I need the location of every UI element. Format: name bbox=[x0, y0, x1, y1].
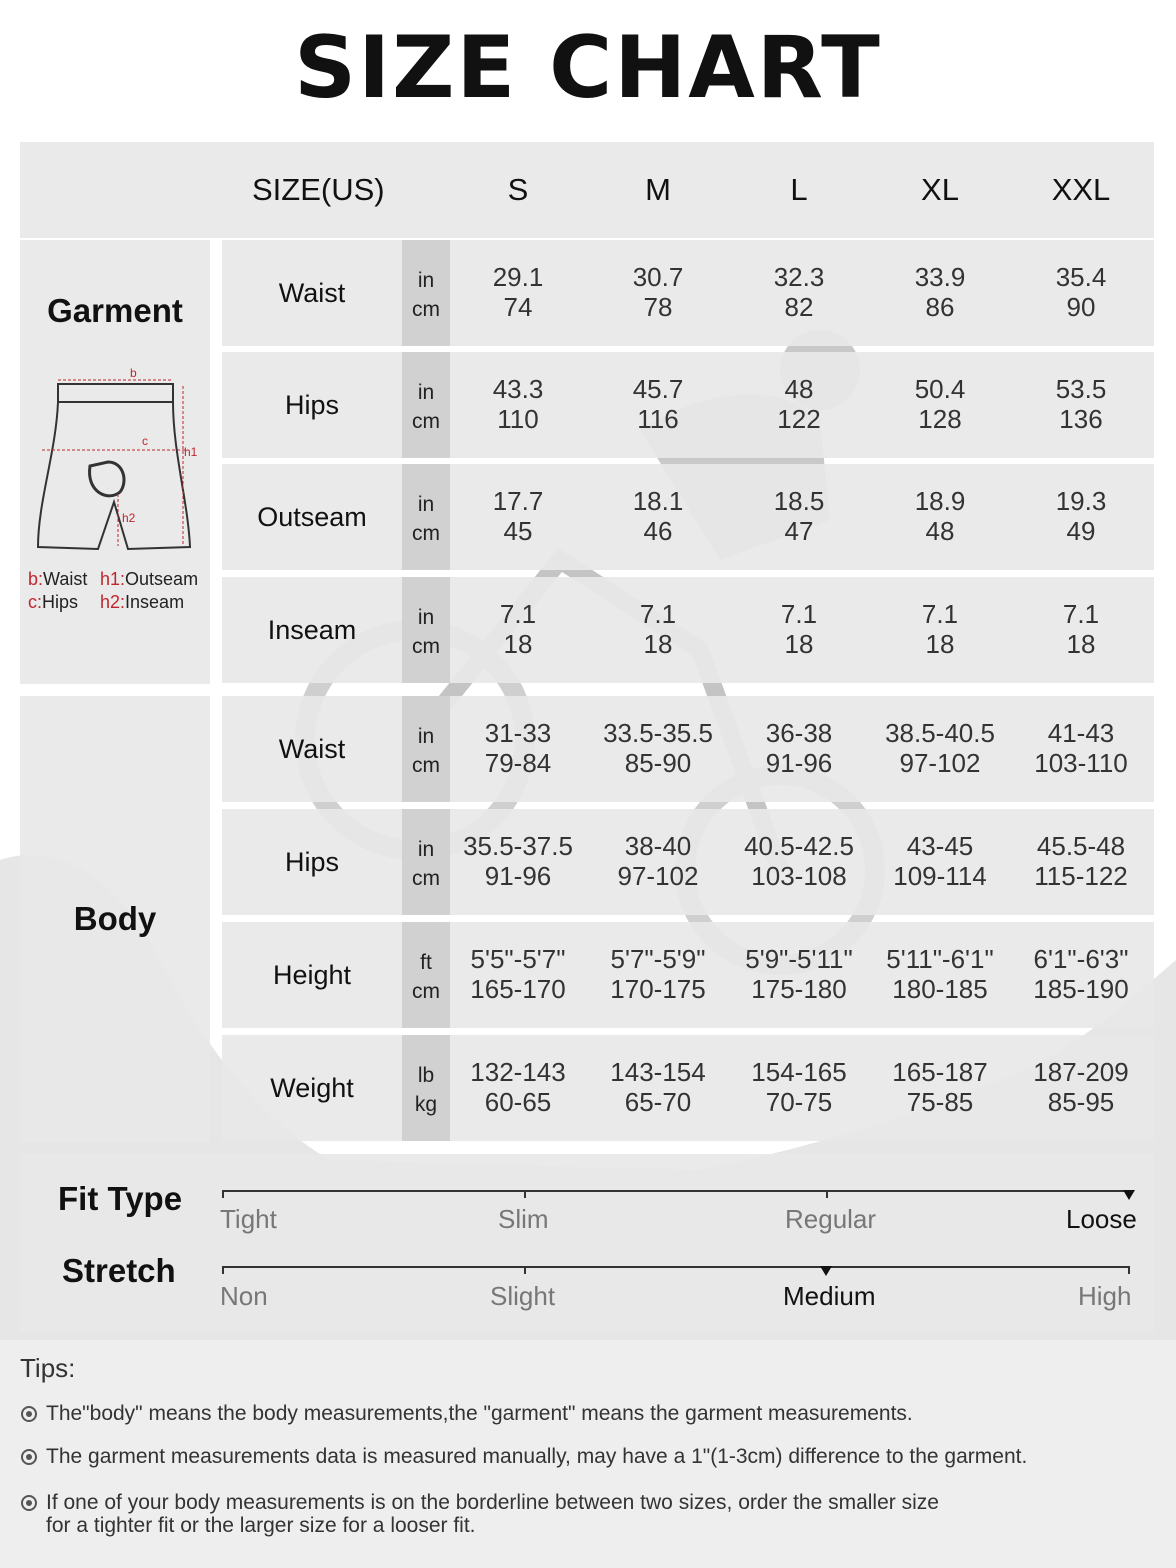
measurement-cell bbox=[870, 944, 1010, 1004]
measurement-value-primary: 7.1 bbox=[780, 599, 818, 629]
measurement-value-primary: 143-154 bbox=[610, 1057, 706, 1087]
fit-option-loose: Loose bbox=[1066, 1204, 1137, 1234]
body-row-label-weight: Weight bbox=[270, 1073, 354, 1103]
unit-primary: in bbox=[417, 838, 435, 861]
measurement-value-secondary: 91-96 bbox=[765, 748, 833, 778]
stretch-scale bbox=[222, 1266, 1130, 1268]
measurement-value-primary: 5'11"-6'1" bbox=[886, 944, 994, 974]
measurement-value-secondary: 115-122 bbox=[1034, 861, 1128, 891]
garment-row-label-inseam: Inseam bbox=[267, 615, 357, 645]
tip-item-2: The garment measurements data is measured manually, may have a 1"(1-3cm) difference to the garment. bbox=[46, 1445, 1028, 1468]
shorts-diagram-icon bbox=[28, 362, 208, 562]
measurement-cell bbox=[729, 262, 869, 322]
measurement-value-primary: 18.1 bbox=[632, 486, 684, 516]
fit-tick-tight bbox=[222, 1190, 224, 1198]
measurement-value-secondary: 103-108 bbox=[751, 861, 847, 891]
measurement-value-primary: 35.5-37.5 bbox=[463, 831, 573, 861]
measurement-value-secondary: 116 bbox=[637, 404, 679, 434]
measurement-cell bbox=[870, 599, 1010, 659]
unit-labels bbox=[402, 603, 450, 661]
measurement-value-secondary: 175-180 bbox=[751, 974, 847, 1004]
measurement-value-secondary: 45 bbox=[503, 516, 533, 546]
unit-secondary: kg bbox=[414, 1093, 438, 1116]
measurement-cell bbox=[870, 374, 1010, 434]
measurement-value-primary: 19.3 bbox=[1055, 486, 1107, 516]
measurement-cell bbox=[1011, 944, 1151, 1004]
measurement-value-primary: 38.5-40.5 bbox=[885, 718, 995, 748]
tip-item-3: If one of your body measurements is on the borderline between two sizes, order the smaller size bbox=[46, 1491, 939, 1514]
measurement-value-secondary: 110 bbox=[497, 404, 539, 434]
unit-primary: in bbox=[417, 269, 435, 292]
unit-secondary: cm bbox=[412, 754, 440, 777]
measurement-cell bbox=[448, 486, 588, 546]
measurement-cell bbox=[1011, 374, 1151, 434]
unit-primary: lb bbox=[417, 1064, 435, 1087]
measurement-cell bbox=[588, 486, 728, 546]
measurement-cell bbox=[729, 486, 869, 546]
unit-labels bbox=[402, 266, 450, 324]
measurement-cell bbox=[870, 718, 1010, 778]
measurement-value-primary: 7.1 bbox=[639, 599, 677, 629]
measurement-value-primary: 33.5-35.5 bbox=[603, 718, 713, 748]
measurement-value-primary: 30.7 bbox=[632, 262, 684, 292]
measurement-cell bbox=[1011, 718, 1151, 778]
measurement-value-secondary: 47 bbox=[784, 516, 814, 546]
measurement-value-primary: 36-38 bbox=[765, 718, 833, 748]
unit-labels bbox=[402, 490, 450, 548]
legend-h2-inseam: h2:Inseam bbox=[100, 592, 185, 612]
measurement-cell bbox=[729, 944, 869, 1004]
fit-option-slim: Slim bbox=[498, 1204, 549, 1234]
stretch-option-medium: Medium bbox=[783, 1281, 876, 1311]
measurement-value-primary: 154-165 bbox=[751, 1057, 847, 1087]
measurement-value-primary: 31-33 bbox=[484, 718, 552, 748]
measurement-cell bbox=[448, 1057, 588, 1117]
tip-bullet-icon bbox=[21, 1406, 37, 1422]
measurement-value-secondary: 97-102 bbox=[617, 861, 699, 891]
body-row-label-hips: Hips bbox=[284, 847, 339, 877]
measurement-value-primary: 132-143 bbox=[470, 1057, 566, 1087]
size-header-xxl: XXL bbox=[1051, 172, 1111, 207]
measurement-value-secondary: 85-95 bbox=[1047, 1087, 1115, 1117]
measurement-value-secondary: 18 bbox=[503, 629, 533, 659]
size-header-xl: XL bbox=[921, 172, 959, 207]
fit-option-regular: Regular bbox=[785, 1204, 877, 1234]
fit-type-selected-marker bbox=[1123, 1190, 1135, 1200]
measurement-cell bbox=[448, 944, 588, 1004]
legend-b-waist: b:Waist bbox=[28, 569, 88, 589]
body-row-label-waist: Waist bbox=[278, 734, 346, 764]
measurement-value-secondary: 79-84 bbox=[484, 748, 552, 778]
size-us-header: SIZE(US) bbox=[252, 172, 385, 207]
measurement-cell bbox=[588, 718, 728, 778]
stretch-option-non: Non bbox=[220, 1281, 268, 1311]
measurement-cell bbox=[588, 262, 728, 322]
measurement-cell bbox=[870, 1057, 1010, 1117]
measurement-cell bbox=[588, 831, 728, 891]
size-header-l: L bbox=[790, 172, 808, 207]
tip-item-1: The"body" means the body measurements,the "garment" means the garment measurements. bbox=[46, 1402, 913, 1425]
unit-labels bbox=[402, 1061, 450, 1119]
measurement-value-primary: 17.7 bbox=[492, 486, 544, 516]
stretch-selected-marker bbox=[820, 1266, 832, 1276]
measurement-cell bbox=[588, 1057, 728, 1117]
measurement-value-primary: 43-45 bbox=[906, 831, 974, 861]
diagram-mark-h1: h1 bbox=[184, 445, 198, 459]
garment-section-label: Garment bbox=[47, 292, 183, 329]
measurement-cell bbox=[1011, 831, 1151, 891]
measurement-value-primary: 29.1 bbox=[492, 262, 544, 292]
unit-primary: in bbox=[417, 381, 435, 404]
measurement-cell bbox=[870, 486, 1010, 546]
measurement-value-secondary: 18 bbox=[925, 629, 955, 659]
measurement-cell bbox=[729, 374, 869, 434]
measurement-value-primary: 18.5 bbox=[773, 486, 825, 516]
measurement-cell bbox=[448, 599, 588, 659]
garment-row-label-hips: Hips bbox=[284, 390, 339, 420]
size-header-m: M bbox=[645, 172, 671, 207]
measurement-value-primary: 48 bbox=[784, 374, 814, 404]
measurement-value-secondary: 185-190 bbox=[1033, 974, 1129, 1004]
measurement-cell bbox=[448, 374, 588, 434]
fit-type-label: Fit Type bbox=[58, 1180, 183, 1217]
measurement-value-primary: 7.1 bbox=[1062, 599, 1100, 629]
measurement-cell bbox=[870, 831, 1010, 891]
tip-bullet-icon bbox=[21, 1495, 37, 1511]
measurement-value-secondary: 180-185 bbox=[892, 974, 988, 1004]
measurement-cell bbox=[729, 1057, 869, 1117]
body-section-label: Body bbox=[73, 900, 157, 937]
measurement-value-primary: 45.5-48 bbox=[1036, 831, 1126, 861]
measurement-value-primary: 45.7 bbox=[632, 374, 684, 404]
measurement-value-primary: 7.1 bbox=[499, 599, 537, 629]
tip-item-3-continued: for a tighter fit or the larger size for a looser fit. bbox=[46, 1514, 476, 1537]
diagram-mark-h2: h2 bbox=[122, 511, 136, 525]
measurement-cell bbox=[588, 599, 728, 659]
measurement-cell bbox=[729, 831, 869, 891]
measurement-value-secondary: 90 bbox=[1066, 292, 1096, 322]
legend-h1-outseam: h1:Outseam bbox=[100, 569, 199, 589]
measurement-value-secondary: 122 bbox=[777, 404, 821, 434]
garment-row-label-outseam: Outseam bbox=[257, 502, 367, 532]
size-header-s: S bbox=[507, 172, 529, 207]
measurement-value-secondary: 18 bbox=[1066, 629, 1096, 659]
stretch-option-slight: Slight bbox=[490, 1281, 556, 1311]
measurement-value-secondary: 128 bbox=[918, 404, 962, 434]
stretch-tick-slight bbox=[524, 1266, 526, 1274]
measurement-value-secondary: 136 bbox=[1059, 404, 1103, 434]
measurement-value-secondary: 86 bbox=[925, 292, 955, 322]
measurement-value-secondary: 18 bbox=[643, 629, 673, 659]
fit-tick-slim bbox=[524, 1190, 526, 1198]
diagram-mark-b: b bbox=[130, 366, 137, 380]
measurement-value-secondary: 170-175 bbox=[610, 974, 706, 1004]
measurement-value-secondary: 49 bbox=[1066, 516, 1096, 546]
measurement-value-secondary: 70-75 bbox=[765, 1087, 833, 1117]
unit-primary: in bbox=[417, 725, 435, 748]
measurement-cell bbox=[448, 262, 588, 322]
body-row-label-height: Height bbox=[272, 960, 352, 990]
tip-bullet-icon bbox=[21, 1449, 37, 1465]
measurement-value-primary: 5'5"-5'7" bbox=[470, 944, 566, 974]
unit-labels bbox=[402, 378, 450, 436]
measurement-cell bbox=[448, 718, 588, 778]
fit-stretch-panel bbox=[20, 1154, 1154, 1332]
unit-labels bbox=[402, 722, 450, 780]
unit-primary: in bbox=[417, 606, 435, 629]
measurement-value-secondary: 78 bbox=[643, 292, 673, 322]
measurement-value-secondary: 82 bbox=[784, 292, 814, 322]
measurement-value-primary: 18.9 bbox=[914, 486, 966, 516]
measurement-cell bbox=[588, 944, 728, 1004]
measurement-cell bbox=[588, 374, 728, 434]
measurement-value-secondary: 109-114 bbox=[893, 861, 987, 891]
measurement-value-primary: 38-40 bbox=[624, 831, 692, 861]
unit-secondary: cm bbox=[412, 867, 440, 890]
fit-tick-regular bbox=[826, 1190, 828, 1198]
measurement-value-primary: 53.5 bbox=[1055, 374, 1107, 404]
unit-secondary: cm bbox=[412, 635, 440, 658]
measurement-cell bbox=[448, 831, 588, 891]
measurement-value-primary: 187-209 bbox=[1033, 1057, 1129, 1087]
measurement-value-primary: 43.3 bbox=[492, 374, 544, 404]
measurement-value-primary: 32.3 bbox=[773, 262, 825, 292]
measurement-value-primary: 41-43 bbox=[1047, 718, 1115, 748]
measurement-value-secondary: 85-90 bbox=[624, 748, 692, 778]
measurement-cell bbox=[1011, 262, 1151, 322]
fit-type-scale bbox=[222, 1190, 1130, 1192]
measurement-value-secondary: 18 bbox=[784, 629, 814, 659]
measurement-value-secondary: 165-170 bbox=[470, 974, 566, 1004]
measurement-cell bbox=[1011, 599, 1151, 659]
measurement-value-secondary: 48 bbox=[925, 516, 955, 546]
page-title: SIZE CHART bbox=[294, 18, 882, 118]
tips-title: Tips: bbox=[20, 1353, 76, 1383]
measurement-value-primary: 6'1"-6'3" bbox=[1033, 944, 1129, 974]
unit-primary: ft bbox=[420, 951, 432, 974]
measurement-cell bbox=[870, 262, 1010, 322]
unit-secondary: cm bbox=[412, 298, 440, 321]
measurement-value-primary: 50.4 bbox=[914, 374, 966, 404]
unit-labels bbox=[402, 948, 450, 1006]
measurement-value-primary: 5'7"-5'9" bbox=[610, 944, 706, 974]
stretch-option-high: High bbox=[1078, 1281, 1132, 1311]
fit-option-tight: Tight bbox=[220, 1204, 277, 1234]
diagram-mark-c: c bbox=[142, 434, 148, 448]
measurement-value-secondary: 97-102 bbox=[899, 748, 981, 778]
measurement-cell bbox=[729, 718, 869, 778]
garment-row-label-waist: Waist bbox=[278, 278, 346, 308]
measurement-value-primary: 7.1 bbox=[921, 599, 959, 629]
stretch-tick-non bbox=[222, 1266, 224, 1274]
measurement-value-primary: 165-187 bbox=[892, 1057, 988, 1087]
stretch-tick-high bbox=[1128, 1266, 1130, 1274]
unit-secondary: cm bbox=[412, 522, 440, 545]
measurement-value-secondary: 60-65 bbox=[484, 1087, 552, 1117]
unit-primary: in bbox=[417, 493, 435, 516]
measurement-cell bbox=[1011, 1057, 1151, 1117]
measurement-value-secondary: 46 bbox=[643, 516, 673, 546]
measurement-value-secondary: 74 bbox=[503, 292, 533, 322]
stretch-label: Stretch bbox=[62, 1252, 176, 1289]
measurement-value-secondary: 91-96 bbox=[484, 861, 552, 891]
measurement-value-primary: 35.4 bbox=[1055, 262, 1107, 292]
measurement-value-primary: 5'9"-5'11" bbox=[745, 944, 853, 974]
measurement-value-secondary: 65-70 bbox=[624, 1087, 692, 1117]
measurement-value-primary: 40.5-42.5 bbox=[744, 831, 854, 861]
unit-labels bbox=[402, 835, 450, 893]
unit-secondary: cm bbox=[412, 980, 440, 1003]
legend-c-hips: c:Hips bbox=[28, 592, 79, 612]
measurement-value-secondary: 103-110 bbox=[1034, 748, 1128, 778]
unit-secondary: cm bbox=[412, 410, 440, 433]
measurement-cell bbox=[729, 599, 869, 659]
measurement-value-primary: 33.9 bbox=[914, 262, 966, 292]
measurement-cell bbox=[1011, 486, 1151, 546]
measurement-value-secondary: 75-85 bbox=[906, 1087, 974, 1117]
